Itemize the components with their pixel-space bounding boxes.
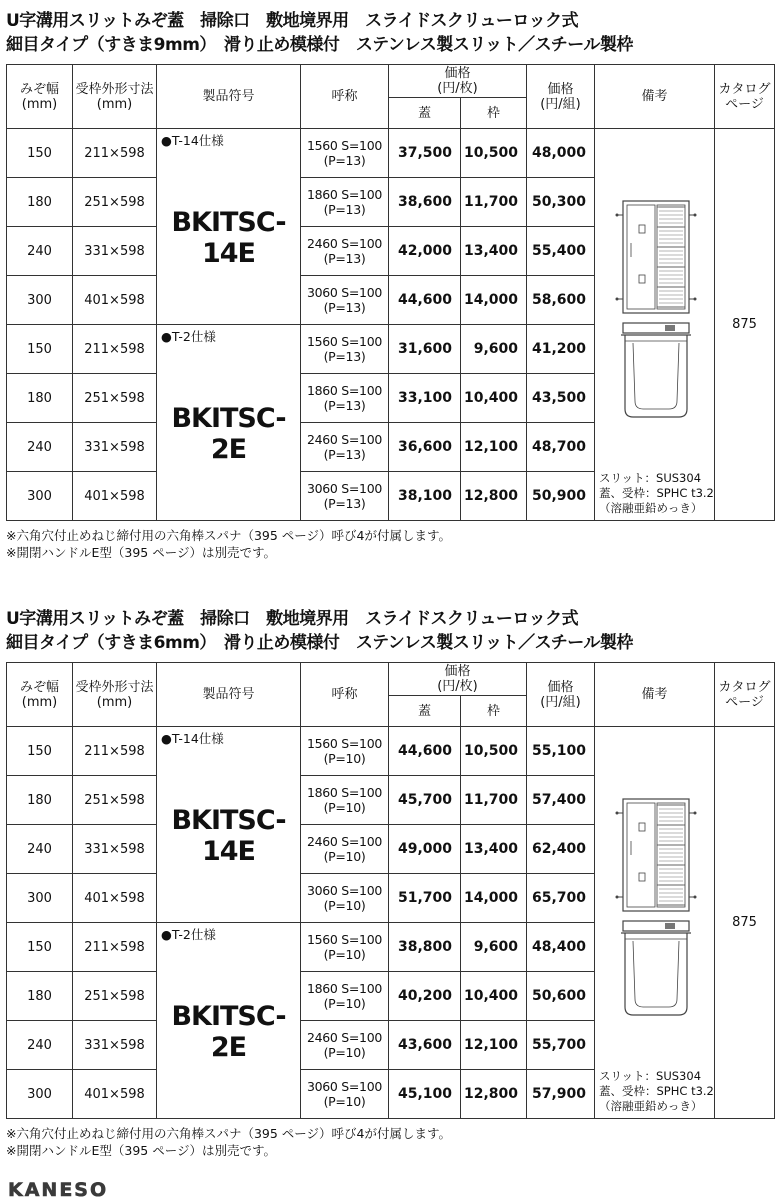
cell-width: 240 (7, 423, 73, 472)
cell-outer-size: 251×598 (73, 972, 157, 1021)
lid-and-frame-drawing-icon (613, 793, 697, 1023)
nominal-line: 1560 S=100 (306, 138, 383, 153)
cell-frame-price: 12,800 (461, 1070, 527, 1119)
cell-width: 180 (7, 374, 73, 423)
spec-label: ●T-14仕様 (161, 731, 224, 746)
nominal-line: 1860 S=100 (306, 383, 383, 398)
nominal-line: (P=13) (323, 496, 366, 511)
cell-outer-size: 401×598 (73, 276, 157, 325)
catalog-page: 875 (715, 129, 775, 521)
header-price-each: 価格 (円/枚) (389, 65, 527, 98)
header-price-set: 価格 (円/組) (527, 65, 595, 129)
remarks-line: （溶融亜鉛めっき） (599, 501, 703, 515)
nominal-line: 1860 S=100 (306, 981, 383, 996)
header-price-each: 価格 (円/枚) (389, 663, 527, 696)
cell-lid-price: 51,700 (389, 874, 461, 923)
cell-outer-size: 211×598 (73, 727, 157, 776)
spec-label: ●T-14仕様 (161, 133, 224, 148)
cell-outer-size: 211×598 (73, 129, 157, 178)
cell-outer-size: 331×598 (73, 825, 157, 874)
remarks-text (599, 471, 714, 516)
cell-frame-price: 11,700 (461, 178, 527, 227)
cell-set-price: 62,400 (527, 825, 595, 874)
cell-set-price: 50,300 (527, 178, 595, 227)
cell-outer-size: 401×598 (73, 472, 157, 521)
nominal-line: (P=10) (323, 996, 366, 1011)
product-code-cell (157, 923, 301, 1119)
header-remarks: 備考 (595, 663, 715, 727)
header-row (7, 663, 775, 696)
cell-set-price: 48,700 (527, 423, 595, 472)
logo-text: KANESO (8, 1179, 109, 1200)
cell-width: 240 (7, 825, 73, 874)
nominal-line: (P=10) (323, 898, 366, 913)
cell-nominal (301, 276, 389, 325)
cell-lid-price: 42,000 (389, 227, 461, 276)
cell-set-price: 55,100 (527, 727, 595, 776)
table-row (7, 129, 775, 178)
nominal-line: 2460 S=100 (306, 236, 383, 251)
nominal-line: (P=10) (323, 947, 366, 962)
remarks-line: スリット：SUS304 (599, 471, 702, 485)
cell-nominal (301, 972, 389, 1021)
nominal-line: 2460 S=100 (306, 834, 383, 849)
cell-lid-price: 43,600 (389, 1021, 461, 1070)
nominal-line: (P=13) (323, 251, 366, 266)
nominal-line: 3060 S=100 (306, 285, 383, 300)
cell-lid-price: 38,600 (389, 178, 461, 227)
cell-lid-price: 38,800 (389, 923, 461, 972)
cell-frame-price: 10,500 (461, 727, 527, 776)
price-table (6, 662, 775, 1119)
cell-width: 240 (7, 1021, 73, 1070)
cell-lid-price: 33,100 (389, 374, 461, 423)
nominal-line: (P=10) (323, 1094, 366, 1109)
cell-width: 300 (7, 1070, 73, 1119)
header-outer-size: 受枠外形寸法 (mm) (73, 663, 157, 727)
product-code-cell (157, 325, 301, 521)
cell-set-price: 58,600 (527, 276, 595, 325)
table-row (7, 727, 775, 776)
cell-set-price: 65,700 (527, 874, 595, 923)
header-row (7, 65, 775, 98)
cell-lid-price: 31,600 (389, 325, 461, 374)
header-lid: 蓋 (389, 696, 461, 727)
nominal-line: (P=10) (323, 849, 366, 864)
cell-outer-size: 251×598 (73, 776, 157, 825)
cell-nominal (301, 1021, 389, 1070)
cell-lid-price: 44,600 (389, 276, 461, 325)
cell-nominal (301, 423, 389, 472)
section-title-line2: 細目タイプ（すきま6mm） 滑り止め模様付 ステンレス製スリット／スチール製枠 (6, 633, 633, 653)
nominal-line: 1560 S=100 (306, 932, 383, 947)
cell-frame-price: 12,100 (461, 1021, 527, 1070)
nominal-line: 1860 S=100 (306, 785, 383, 800)
header-nominal: 呼称 (301, 65, 389, 129)
header-nominal: 呼称 (301, 663, 389, 727)
nominal-line: 2460 S=100 (306, 1030, 383, 1045)
kaneso-logo (6, 1178, 128, 1200)
header-catalog-page: カタログ ページ (715, 663, 775, 727)
cell-frame-price: 14,000 (461, 276, 527, 325)
cell-nominal (301, 472, 389, 521)
header-frame: 枠 (461, 98, 527, 129)
header-product-code: 製品符号 (157, 65, 301, 129)
cell-nominal (301, 727, 389, 776)
header-width: みぞ幅 (mm) (7, 65, 73, 129)
cell-outer-size: 211×598 (73, 923, 157, 972)
header-remarks: 備考 (595, 65, 715, 129)
cell-width: 180 (7, 776, 73, 825)
cell-set-price: 55,400 (527, 227, 595, 276)
cell-nominal (301, 874, 389, 923)
remarks-text (599, 1069, 714, 1114)
cell-lid-price: 45,700 (389, 776, 461, 825)
section-title-line1: U字溝用スリットみぞ蓋 掃除口 敷地境界用 スライドスクリューロック式 (6, 11, 579, 31)
cell-nominal (301, 923, 389, 972)
nominal-line: (P=10) (323, 1045, 366, 1060)
cell-frame-price: 13,400 (461, 227, 527, 276)
cell-lid-price: 38,100 (389, 472, 461, 521)
header-price-set: 価格 (円/組) (527, 663, 595, 727)
cell-width: 180 (7, 972, 73, 1021)
cell-lid-price: 49,000 (389, 825, 461, 874)
remarks-cell (595, 727, 715, 1119)
notes (6, 1125, 451, 1159)
cell-outer-size: 331×598 (73, 423, 157, 472)
nominal-line: 3060 S=100 (306, 883, 383, 898)
cell-nominal (301, 776, 389, 825)
cell-width: 150 (7, 923, 73, 972)
cell-set-price: 50,600 (527, 972, 595, 1021)
nominal-line: (P=10) (323, 751, 366, 766)
cell-outer-size: 401×598 (73, 1070, 157, 1119)
remarks-line: 蓋、受枠：SPHC t3.2 (599, 486, 714, 500)
remarks-cell (595, 129, 715, 521)
cell-outer-size: 251×598 (73, 178, 157, 227)
nominal-line: 1560 S=100 (306, 334, 383, 349)
lid-and-frame-drawing-icon (613, 195, 697, 425)
header-outer-size: 受枠外形寸法 (mm) (73, 65, 157, 129)
header-product-code: 製品符号 (157, 663, 301, 727)
remarks-line: 蓋、受枠：SPHC t3.2 (599, 1084, 714, 1098)
cell-lid-price: 40,200 (389, 972, 461, 1021)
note-line: ※六角穴付止めねじ締付用の六角棒スパナ（395 ページ）呼び4が付属します。 (6, 528, 452, 543)
catalog-page: 875 (715, 727, 775, 1119)
nominal-line: 1860 S=100 (306, 187, 383, 202)
nominal-line: 1560 S=100 (306, 736, 383, 751)
note-line: ※六角穴付止めねじ締付用の六角棒スパナ（395 ページ）呼び4が付属します。 (6, 1126, 452, 1141)
nominal-line: (P=13) (323, 153, 366, 168)
cell-nominal (301, 129, 389, 178)
remarks-line: スリット：SUS304 (599, 1069, 702, 1083)
cell-width: 150 (7, 727, 73, 776)
nominal-line: (P=13) (323, 447, 366, 462)
notes (6, 527, 451, 561)
cell-set-price: 48,400 (527, 923, 595, 972)
product-code: BKITSC-14E (171, 207, 286, 269)
cell-set-price: 50,900 (527, 472, 595, 521)
cell-frame-price: 12,100 (461, 423, 527, 472)
nominal-line: (P=10) (323, 800, 366, 815)
nominal-line: 3060 S=100 (306, 1079, 383, 1094)
product-code: BKITSC-2E (171, 1001, 286, 1063)
cell-width: 150 (7, 129, 73, 178)
cell-width: 300 (7, 276, 73, 325)
nominal-line: (P=13) (323, 300, 366, 315)
cell-frame-price: 10,500 (461, 129, 527, 178)
cell-frame-price: 10,400 (461, 972, 527, 1021)
cell-width: 300 (7, 472, 73, 521)
header-frame: 枠 (461, 696, 527, 727)
price-table (6, 64, 775, 521)
header-lid: 蓋 (389, 98, 461, 129)
nominal-line: 3060 S=100 (306, 481, 383, 496)
cell-set-price: 57,900 (527, 1070, 595, 1119)
cell-frame-price: 14,000 (461, 874, 527, 923)
cell-width: 180 (7, 178, 73, 227)
cell-outer-size: 251×598 (73, 374, 157, 423)
cell-frame-price: 10,400 (461, 374, 527, 423)
remarks-line: （溶融亜鉛めっき） (599, 1099, 703, 1113)
cell-set-price: 48,000 (527, 129, 595, 178)
spec-label: ●T-2仕様 (161, 927, 216, 942)
cell-set-price: 43,500 (527, 374, 595, 423)
cell-width: 240 (7, 227, 73, 276)
product-code-cell (157, 727, 301, 923)
header-catalog-page: カタログ ページ (715, 65, 775, 129)
cell-nominal (301, 1070, 389, 1119)
cell-nominal (301, 227, 389, 276)
nominal-line: 2460 S=100 (306, 432, 383, 447)
spec-label: ●T-2仕様 (161, 329, 216, 344)
product-code: BKITSC-2E (171, 403, 286, 465)
note-line: ※開閉ハンドルE型（395 ページ）は別売です。 (6, 545, 276, 560)
product-code-cell (157, 129, 301, 325)
cell-width: 300 (7, 874, 73, 923)
cell-frame-price: 11,700 (461, 776, 527, 825)
cell-lid-price: 37,500 (389, 129, 461, 178)
cell-set-price: 57,400 (527, 776, 595, 825)
cell-frame-price: 9,600 (461, 325, 527, 374)
nominal-line: (P=13) (323, 398, 366, 413)
cell-outer-size: 211×598 (73, 325, 157, 374)
product-code: BKITSC-14E (171, 805, 286, 867)
cell-width: 150 (7, 325, 73, 374)
cell-outer-size: 331×598 (73, 227, 157, 276)
header-width: みぞ幅 (mm) (7, 663, 73, 727)
cell-set-price: 55,700 (527, 1021, 595, 1070)
cell-nominal (301, 825, 389, 874)
note-line: ※開閉ハンドルE型（395 ページ）は別売です。 (6, 1143, 276, 1158)
cell-nominal (301, 374, 389, 423)
cell-set-price: 41,200 (527, 325, 595, 374)
cell-nominal (301, 325, 389, 374)
nominal-line: (P=13) (323, 349, 366, 364)
cell-outer-size: 331×598 (73, 1021, 157, 1070)
cell-lid-price: 44,600 (389, 727, 461, 776)
cell-frame-price: 9,600 (461, 923, 527, 972)
cell-lid-price: 36,600 (389, 423, 461, 472)
section-title-line2: 細目タイプ（すきま9mm） 滑り止め模様付 ステンレス製スリット／スチール製枠 (6, 35, 633, 55)
nominal-line: (P=13) (323, 202, 366, 217)
cell-frame-price: 13,400 (461, 825, 527, 874)
cell-outer-size: 401×598 (73, 874, 157, 923)
cell-lid-price: 45,100 (389, 1070, 461, 1119)
cell-frame-price: 12,800 (461, 472, 527, 521)
cell-nominal (301, 178, 389, 227)
section-title-line1: U字溝用スリットみぞ蓋 掃除口 敷地境界用 スライドスクリューロック式 (6, 609, 579, 629)
